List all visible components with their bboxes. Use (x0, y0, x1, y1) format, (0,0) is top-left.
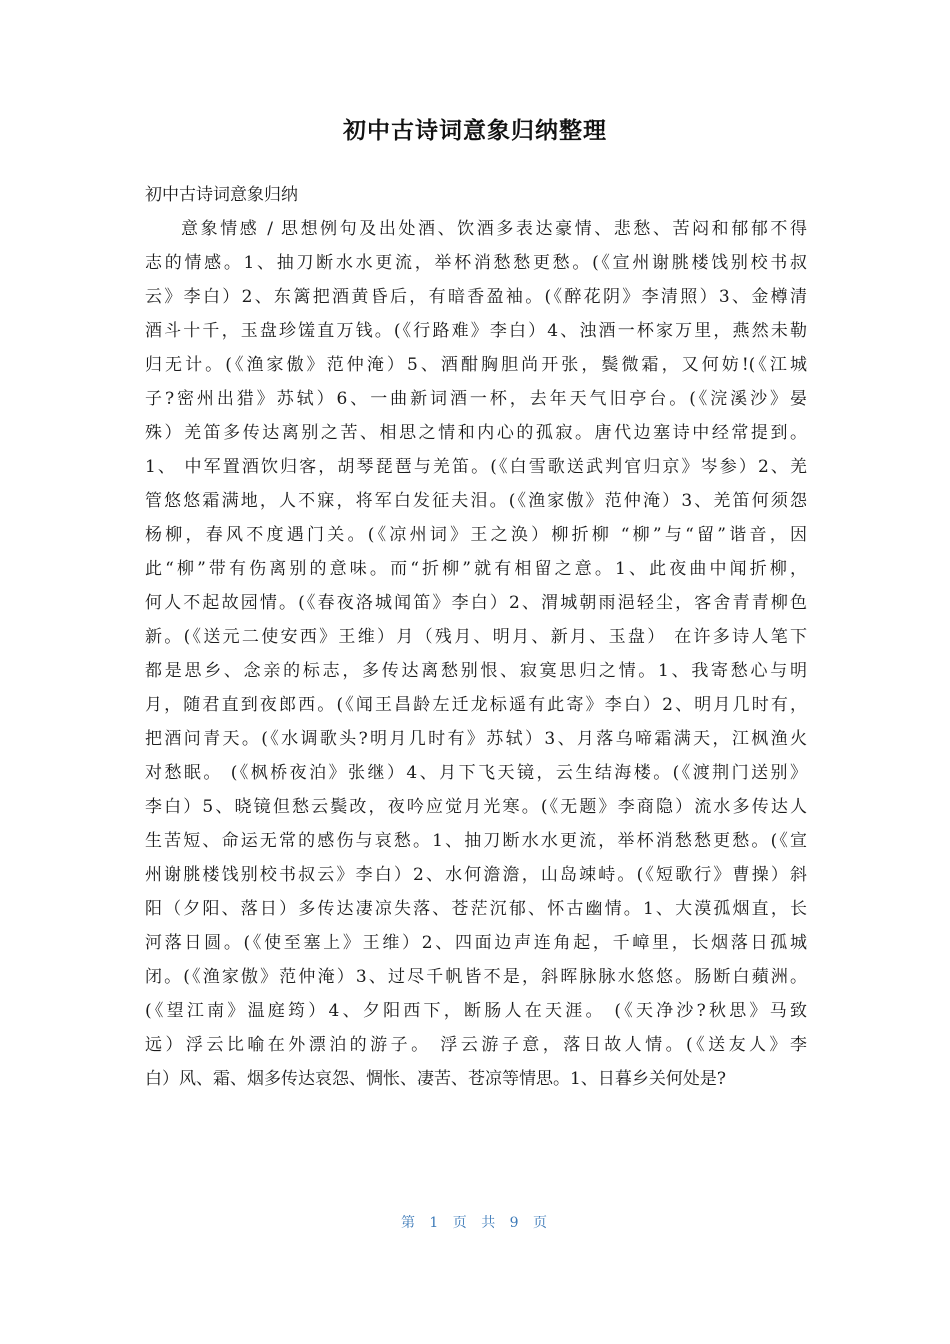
body-line: 此“柳”带有伤离别的意味。而“折柳”就有相留之意。1、此夜曲中闻折柳， (145, 559, 807, 579)
body-line: 志的情感。1、抽刀断水水更流，举杯消愁愁更愁。(《宣州谢朓楼饯别校书叔 (145, 253, 807, 273)
body-text (145, 212, 807, 1096)
body-line: 白）风、霜、烟多传达哀怨、惆怅、凄苦、苍凉等情思。1、日暮乡关何处是? (145, 1069, 726, 1089)
body-line: 生苦短、命运无常的感伤与哀愁。1、抽刀断水水更流，举杯消愁愁更愁。(《宣 (145, 831, 807, 851)
body-line: 都是思乡、念亲的标志，多传达离愁别恨、寂寞思归之情。1、我寄愁心与明 (145, 661, 807, 681)
body-line: 何人不起故园情。(《春夜洛城闻笛》李白）2、渭城朝雨浥轻尘，客舍青青柳色 (145, 593, 807, 613)
body-line: 子?密州出猎》苏轼）6、一曲新词酒一杯，去年天气旧亭台。(《浣溪沙》晏 (145, 389, 807, 409)
body-line: 远）浮云比喻在外漂泊的游子。 浮云游子意，落日故人情。(《送友人》李 (145, 1035, 807, 1055)
page-number: 第 1 页 共 9 页 (400, 1215, 550, 1231)
body-line: (《望江南》温庭筠）4、夕阳西下，断肠人在天涯。 (《天净沙?秋思》马致 (145, 1001, 807, 1021)
body-line: 阳（夕阳、落日）多传达凄凉失落、苍茫沉郁、怀古幽情。1、大漠孤烟直，长 (145, 899, 807, 919)
body-line: 酒斗十千，玉盘珍馐直万钱。(《行路难》李白）4、浊酒一杯家万里，燕然未勒 (145, 321, 807, 341)
document-title: 初中古诗词意象归纳整理 (343, 118, 607, 144)
body-line: 月，随君直到夜郎西。(《闻王昌龄左迁龙标遥有此寄》李白）2、明月几时有， (145, 695, 807, 715)
body-line: 李白）5、晓镜但愁云鬓改，夜吟应觉月光寒。(《无题》李商隐）流水多传达人 (145, 797, 807, 817)
body-line: 归无计。(《渔家傲》范仲淹）5、酒酣胸胆尚开张，鬓微霜，又何妨!(《江城 (145, 355, 807, 375)
body-line: 1、 中军置酒饮归客，胡琴琵琶与羌笛。(《白雪歌送武判官归京》岑参）2、羌 (145, 457, 807, 477)
body-line: 杨柳，春风不度遇门关。(《凉州词》王之涣）柳折柳 “柳”与“留”谐音，因 (145, 525, 807, 545)
body-line: 新。(《送元二使安西》王维）月（残月、明月、新月、玉盘） 在许多诗人笔下 (145, 627, 807, 647)
body-line: 河落日圆。(《使至塞上》王维）2、四面边声连角起，千嶂里，长烟落日孤城 (145, 933, 807, 953)
body-line: 云》李白）2、东篱把酒黄昏后，有暗香盈袖。(《醉花阴》李清照）3、金樽清 (145, 287, 807, 307)
body-line: 州谢朓楼饯别校书叔云》李白）2、水何澹澹，山岛竦峙。(《短歌行》曹操）斜 (145, 865, 807, 885)
body-line: 闭。(《渔家傲》范仲淹）3、过尽千帆皆不是，斜晖脉脉水悠悠。肠断白蘋洲。 (145, 967, 807, 987)
body-line: 把酒问青天。(《水调歌头?明月几时有》苏轼）3、月落乌啼霜满天，江枫渔火 (145, 729, 807, 749)
body-line: 意象情感 / 思想例句及出处酒、饮酒多表达豪情、悲愁、苦闷和郁郁不得 (181, 219, 807, 239)
body-line: 管悠悠霜满地，人不寐，将军白发征夫泪。(《渔家傲》范仲淹）3、羌笛何须怨 (145, 491, 807, 511)
document-subtitle: 初中古诗词意象归纳 (145, 185, 298, 205)
body-line: 殊）羌笛多传达离别之苦、相思之情和内心的孤寂。唐代边塞诗中经常提到。 (145, 423, 807, 443)
body-line: 对愁眠。 (《枫桥夜泊》张继）4、月下飞天镜，云生结海楼。(《渡荆门送别》 (145, 763, 807, 783)
